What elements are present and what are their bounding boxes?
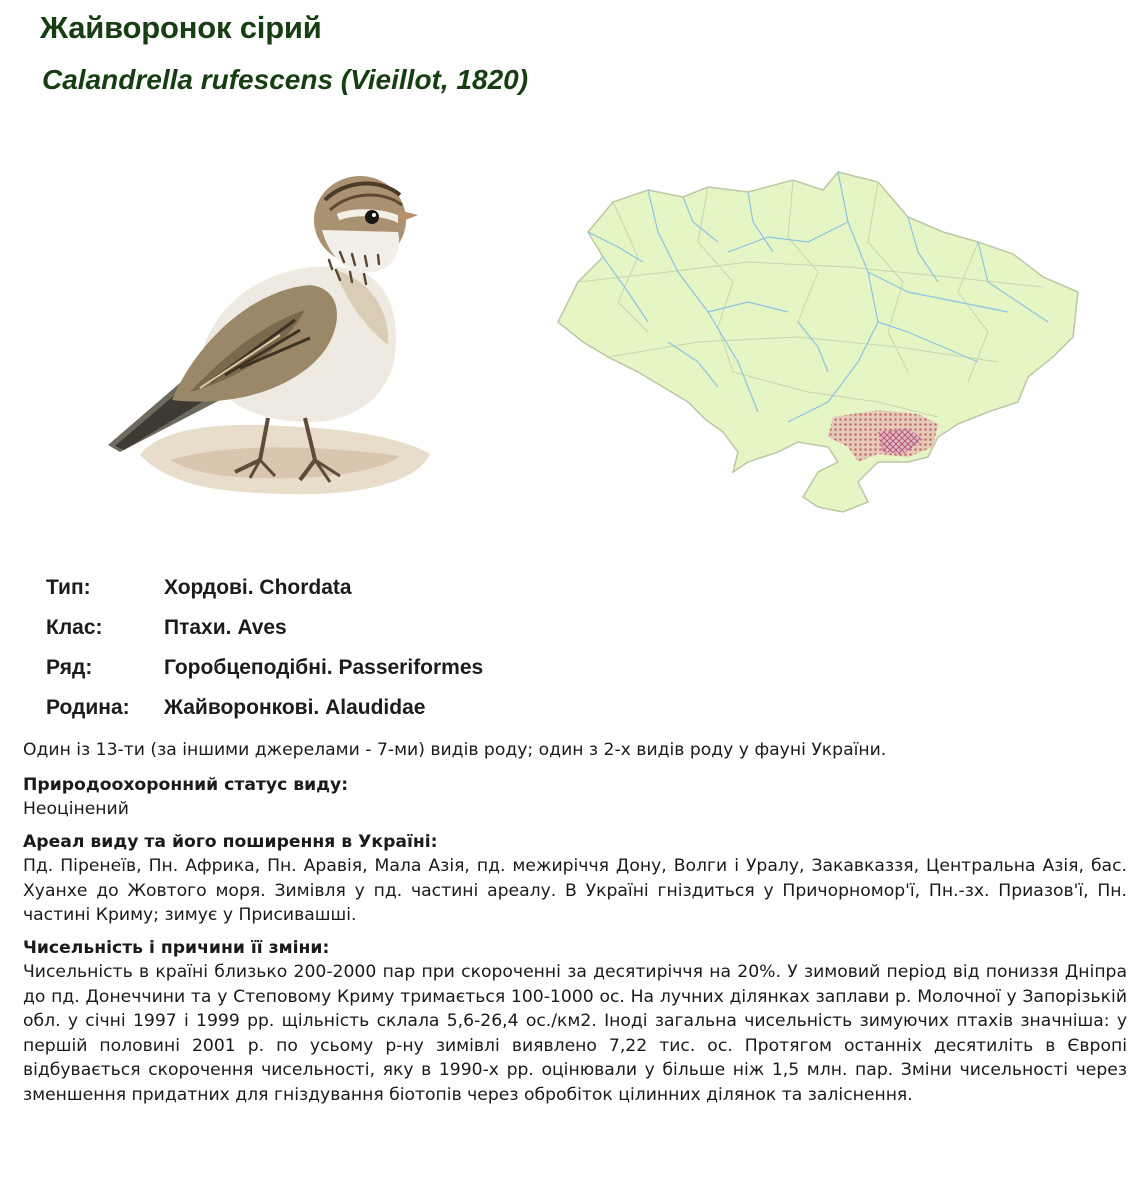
species-name-latin: Calandrella rufescens (Vieillot, 1820) xyxy=(42,64,529,95)
distribution-map xyxy=(548,162,1088,522)
taxonomy-value: Птахи. Aves xyxy=(164,616,287,639)
taxonomy-row xyxy=(46,688,483,728)
section-heading-population: Чисельність і причини її зміни: xyxy=(23,937,330,958)
section-body-population: Чисельність в країні близько 200-2000 пар при скороченні за десятиріччя на 20%. У зимовий період від пониззя Дніпра до пд. Донеччини та у Степовому Криму тримається 100-1000 ос. На лучних ділянках заплави р. Молочної у Запорізькій обл. у січні 1997 і 1999 рр. щільність склала 5,6-26,4 ос./км2. Іноді загальна чисельність зимуючих птахів значніша: у першій половині 2001 р. по усьому р-ну зимівлі виявлено 7,22 тис. ос. Протягом останніх десятиліть в Європі відбувається скорочення чисельності, яку в 1990-х рр. оцінювали у більше ніж 1,5 млн. пар. Зміни чисельності через зменшення придатних для гніздування біотопів через обробіток цілинних ділянок та заліснення. xyxy=(23,962,1127,1105)
species-description xyxy=(23,738,1127,1113)
bird-illustration xyxy=(100,160,460,505)
taxonomy-label: Родина: xyxy=(46,696,130,719)
intro-text: Один із 13-ти (за іншими джерелами - 7-ми) видів роду; один з 2-х видів роду у фауні України. xyxy=(23,740,887,760)
taxonomy-table xyxy=(46,568,483,728)
section-body-status: Неоцінений xyxy=(23,799,129,819)
taxonomy-row xyxy=(46,568,483,608)
taxonomy-value: Хордові. Chordata xyxy=(164,576,352,599)
section-heading-range: Ареал виду та його поширення в Україні: xyxy=(23,831,438,852)
taxonomy-label: Клас: xyxy=(46,616,103,639)
species-name-ua: Жайворонок сірий xyxy=(40,10,322,45)
taxonomy-value: Горобцеподібні. Passeriformes xyxy=(164,656,484,679)
taxonomy-label: Тип: xyxy=(46,576,91,599)
section-body-range: Пд. Піренеїв, Пн. Африка, Пн. Аравія, Мала Азія, пд. межиріччя Дону, Волги і Уралу, Закавказзя, Центральна Азія, бас. Хуанхе до Жовтого моря. Зимівля у пд. частині ареалу. В Україні гніздиться у Причорномор'ї, Пн.-зх. Приазов'ї, Пн. частині Криму; зимує у Присивашші. xyxy=(23,856,1127,925)
taxonomy-label: Ряд: xyxy=(46,656,93,679)
taxonomy-row xyxy=(46,608,483,648)
taxonomy-row xyxy=(46,648,483,688)
section-heading-status: Природоохоронний статус виду: xyxy=(23,774,349,795)
taxonomy-value: Жайворонкові. Alaudidae xyxy=(164,696,426,719)
